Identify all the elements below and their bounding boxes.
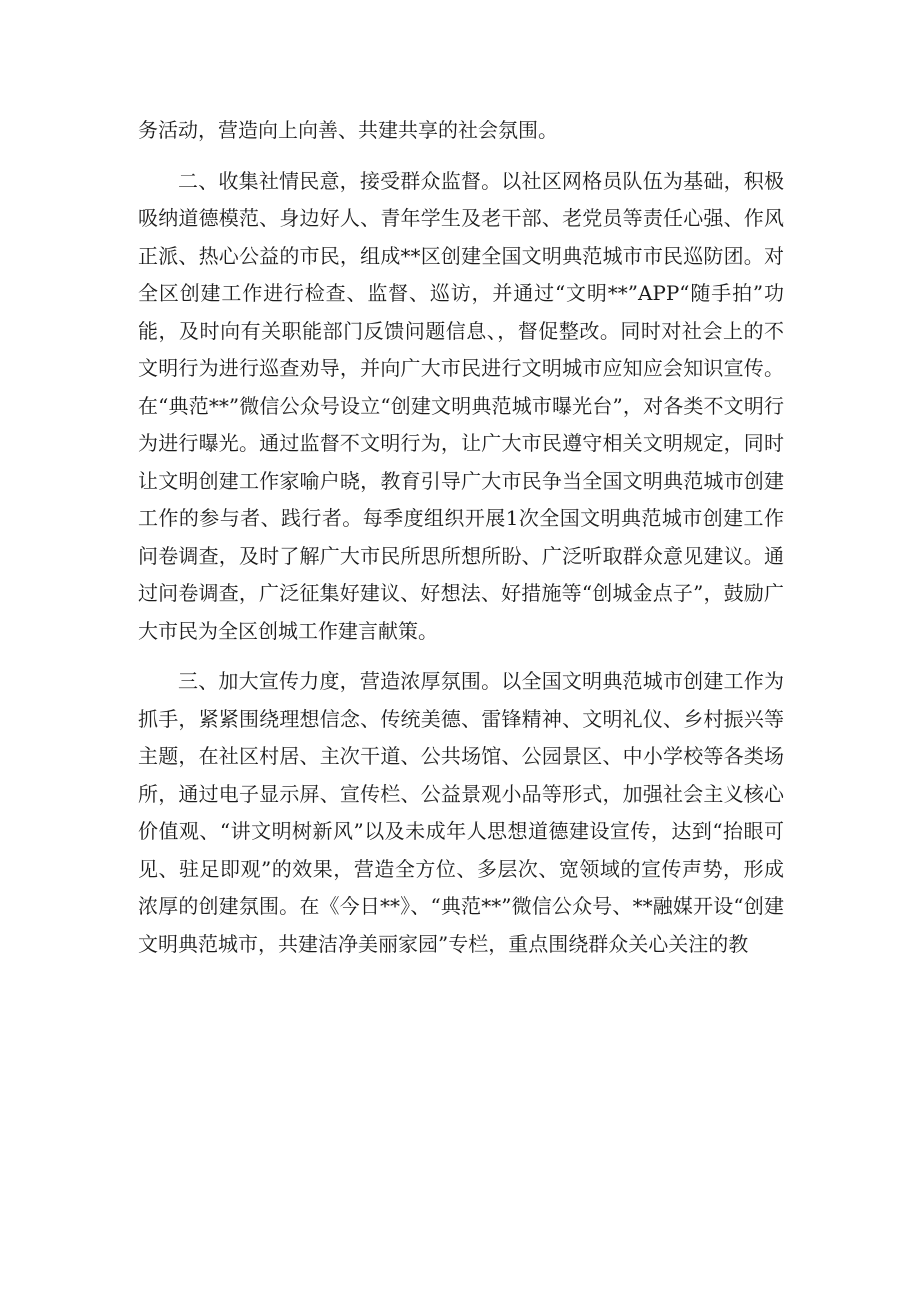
- paragraph-continuation: 务活动，营造向上向善、共建共享的社会氛围。: [138, 118, 558, 142]
- paragraph-collect-public-opinion: 二、收集社情民意，接受群众监督。以社区网格员队伍为基础，积极吸纳道德模范、身边好人、青年学生及老干部、老党员等责任心强、作风正派、热心公益的市民，组成**区创建全国文明典范城市市民巡防团。对全区创建工作进行检查、监督、巡访，并通过“文明**”APP“随手拍”功能，及时向有关职能部门反馈问题信息、，督促整改。同时对社会上的不文明行为进行巡查劝导，并向广大市民进行文明城市应知应会知识宣传。在“典范**”微信公众号设立“创建文明典范城市曝光台”，对各类不文明行为进行曝光。通过监督不文明行为，让广大市民遵守相关文明规定，同时让文明创建工作家喻户晓，教育引导广大市民争当全国文明典范城市创建工作的参与者、践行者。每季度组织开展1次全国文明典范城市创建工作问卷调查，及时了解广大市民所思所想所盼、广泛听取群众意见建议。通过问卷调查，广泛征集好建议、好想法、好措施等“创城金点子”，鼓励广大市民为全区创城工作建言献策。: [138, 168, 784, 643]
- document-body: [138, 112, 784, 976]
- paragraph-publicity: 三、加大宣传力度，营造浓厚氛围。以全国文明典范城市创建工作为抓手，紧紧围绕理想信念、传统美德、雷锋精神、文明礼仪、乡村振兴等主题，在社区村居、主次干道、公共场馆、公园景区、中小学校等各类场所，通过电子显示屏、宣传栏、公益景观小品等形式，加强社会主义核心价值观、“讲文明树新风”以及未成年人思想道德建设宣传，达到“抬眼可见、驻足即观”的效果，营造全方位、多层次、宽领域的宣传声势，形成浓厚的创建氛围。在《今日**》、“典范**”微信公众号、**融媒开设“创建文明典范城市，共建洁净美丽家园”专栏，重点围绕群众关心关注的教: [138, 669, 784, 956]
